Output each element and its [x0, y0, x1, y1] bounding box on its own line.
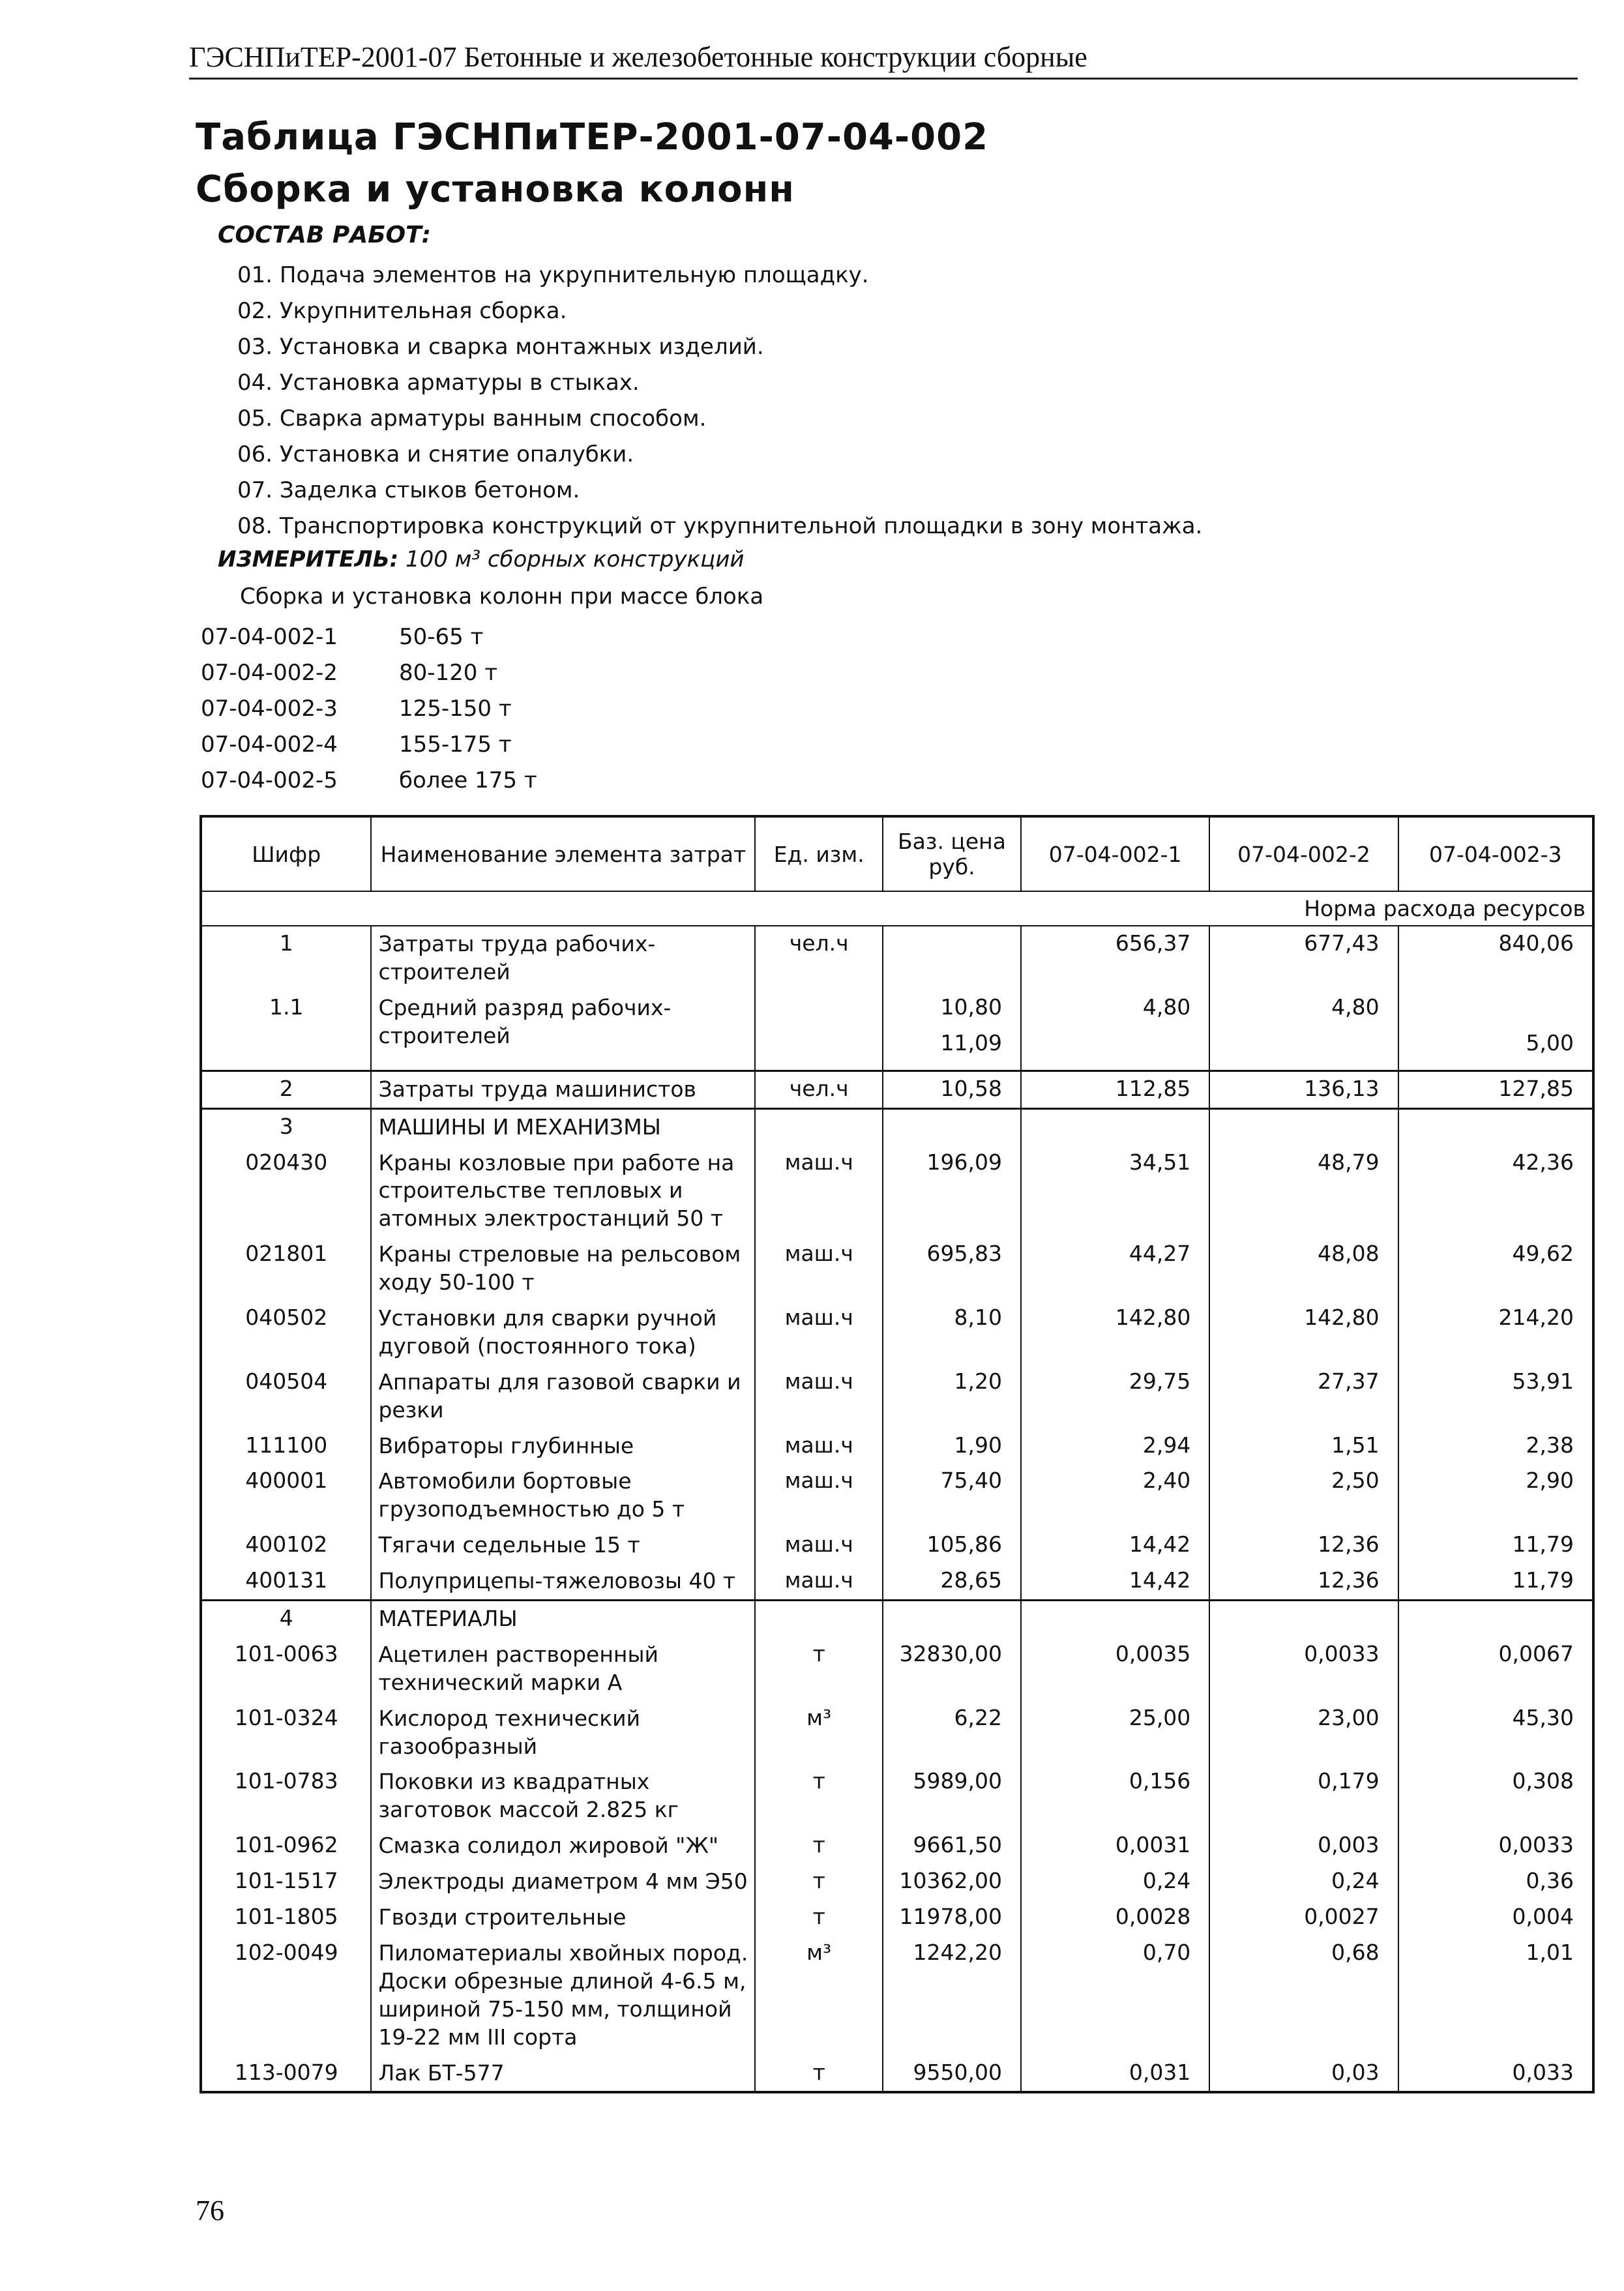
grade-price-2: 11,09	[940, 1029, 1002, 1056]
row-v1: 29,75	[1021, 1365, 1209, 1428]
row-price: 32830,00	[883, 1637, 1021, 1701]
row-v1: 0,24	[1021, 1864, 1209, 1900]
row-v1: 44,27	[1021, 1237, 1209, 1301]
table-row	[201, 1146, 1593, 1237]
row-unit	[755, 990, 883, 1071]
variant-mass: 125-150 т	[399, 696, 512, 722]
row-name: Краны стреловые на рельсовом ходу 50-100 т	[371, 1237, 755, 1301]
table-row	[201, 1464, 1593, 1528]
row-name: Поковки из квадратных заготовок массой 2.825 кг	[371, 1764, 755, 1828]
running-header: ГЭСНПиТЕР-2001-07 Бетонные и железобетонные конструкции сборные	[189, 40, 1578, 80]
grade-v2: 4,80	[1331, 994, 1380, 1020]
row-unit: т	[755, 1828, 883, 1864]
work-item: 03. Установка и сварка монтажных изделий.	[237, 334, 764, 360]
row-v2: 677,43	[1209, 926, 1398, 990]
works-list	[237, 258, 1202, 544]
row-v2: 0,179	[1209, 1764, 1398, 1828]
row-code: 400001	[201, 1464, 371, 1528]
row-v1: 656,37	[1021, 926, 1209, 990]
row-name: Краны козловые при работе на строительстве тепловых и атомных электростанций 50 т	[371, 1146, 755, 1237]
row-code: 101-0324	[201, 1701, 371, 1765]
table-row	[201, 990, 1593, 1071]
row-v3	[1398, 990, 1593, 1071]
row-unit: маш.ч	[755, 1428, 883, 1464]
work-item: 04. Установка арматуры в стыках.	[237, 370, 640, 396]
row-v1: 2,40	[1021, 1464, 1209, 1528]
row-unit: маш.ч	[755, 1365, 883, 1428]
row-code: 1	[201, 926, 371, 990]
row-name: Лак БТ-577	[371, 2056, 755, 2093]
row-v3: 0,308	[1398, 1764, 1593, 1828]
header-name: Наименование элемента затрат	[371, 816, 755, 891]
variant-code: 07-04-002-4	[201, 732, 338, 758]
meter-line	[218, 546, 745, 572]
variant-row	[201, 727, 788, 763]
row-price: 196,09	[883, 1146, 1021, 1237]
row-price: 1242,20	[883, 1936, 1021, 2056]
header-price-line2: руб.	[928, 854, 975, 879]
header-price	[883, 816, 1021, 891]
row-v1: 14,42	[1021, 1563, 1209, 1600]
row-v1: 0,156	[1021, 1764, 1209, 1828]
row-name: Аппараты для газовой сварки и резки	[371, 1365, 755, 1428]
variant-row	[201, 655, 788, 691]
row-unit: маш.ч	[755, 1146, 883, 1237]
row-code: 1.1	[201, 990, 371, 1071]
row-v2: 136,13	[1209, 1071, 1398, 1108]
table-subtitle: Сборка и установка колонн	[196, 168, 795, 211]
row-code: 101-0063	[201, 1637, 371, 1701]
row-price: 1,90	[883, 1428, 1021, 1464]
row-v2: 12,36	[1209, 1563, 1398, 1600]
row-v3: 0,36	[1398, 1864, 1593, 1900]
row-v1: 112,85	[1021, 1071, 1209, 1108]
header-col3: 07-04-002-3	[1398, 816, 1593, 891]
row-code: 101-1805	[201, 1900, 371, 1936]
row-v2: 0,03	[1209, 2056, 1398, 2093]
table-header-row	[201, 816, 1593, 891]
row-v2: 2,50	[1209, 1464, 1398, 1528]
row-name: Кислород технический газообразный	[371, 1701, 755, 1765]
norm-caption: Норма расхода ресурсов	[201, 891, 1593, 926]
row-v1: 34,51	[1021, 1146, 1209, 1237]
row-code: 101-0962	[201, 1828, 371, 1864]
row-name: Затраты труда рабочих-строителей	[371, 926, 755, 990]
row-v1: 0,0028	[1021, 1900, 1209, 1936]
row-unit: маш.ч	[755, 1563, 883, 1600]
row-price: 10362,00	[883, 1864, 1021, 1900]
row-v3: 11,79	[1398, 1563, 1593, 1600]
row-unit: м³	[755, 1936, 883, 2056]
row-v2: 0,0033	[1209, 1637, 1398, 1701]
section-name: МАШИНЫ И МЕХАНИЗМЫ	[371, 1108, 755, 1145]
row-name: Гвозди строительные	[371, 1900, 755, 1936]
row-name: Ацетилен растворенный технический марки А	[371, 1637, 755, 1701]
variant-code: 07-04-002-1	[201, 624, 338, 650]
row-unit: маш.ч	[755, 1464, 883, 1528]
table-row	[201, 1071, 1593, 1108]
row-v2: 23,00	[1209, 1701, 1398, 1765]
variants-caption: Сборка и установка колонн при массе блока	[240, 584, 764, 610]
row-name: Вибраторы глубинные	[371, 1428, 755, 1464]
row-price: 10,58	[883, 1071, 1021, 1108]
row-code: 102-0049	[201, 1936, 371, 2056]
row-name: Полуприцепы-тяжеловозы 40 т	[371, 1563, 755, 1600]
table-row	[201, 1528, 1593, 1563]
table-title: Таблица ГЭСНПиТЕР-2001-07-04-002	[196, 116, 989, 158]
table-row	[201, 1563, 1593, 1600]
row-code: 2	[201, 1071, 371, 1108]
row-code: 040502	[201, 1301, 371, 1365]
row-price: 695,83	[883, 1237, 1021, 1301]
row-price: 28,65	[883, 1563, 1021, 1600]
meter-value: 100 м³ сборных конструкций	[406, 546, 745, 572]
table-row	[201, 1864, 1593, 1900]
row-v3: 45,30	[1398, 1701, 1593, 1765]
header-unit: Ед. изм.	[755, 816, 883, 891]
row-price: 1,20	[883, 1365, 1021, 1428]
meter-label: ИЗМЕРИТЕЛЬ:	[218, 546, 399, 572]
row-unit: т	[755, 1764, 883, 1828]
row-v1	[1021, 990, 1209, 1071]
variants-list	[201, 619, 788, 799]
row-v2: 48,79	[1209, 1146, 1398, 1237]
row-v3: 840,06	[1398, 926, 1593, 990]
row-v3: 42,36	[1398, 1146, 1593, 1237]
variant-mass: более 175 т	[399, 767, 537, 793]
header-code: Шифр	[201, 816, 371, 891]
section-row-machines	[201, 1108, 1593, 1145]
row-v2: 1,51	[1209, 1428, 1398, 1464]
row-unit: чел.ч	[755, 1071, 883, 1108]
row-code: 101-0783	[201, 1764, 371, 1828]
table-row	[201, 1428, 1593, 1464]
grade-price-1: 10,80	[940, 994, 1002, 1020]
row-unit: т	[755, 1900, 883, 1936]
row-code: 400131	[201, 1563, 371, 1600]
row-v2: 48,08	[1209, 1237, 1398, 1301]
variant-mass: 50-65 т	[399, 624, 484, 650]
variant-row	[201, 619, 788, 655]
row-v3: 1,01	[1398, 1936, 1593, 2056]
variant-row	[201, 691, 788, 727]
row-v3: 11,79	[1398, 1528, 1593, 1563]
row-v2: 142,80	[1209, 1301, 1398, 1365]
row-v3: 0,004	[1398, 1900, 1593, 1936]
row-price	[883, 990, 1021, 1071]
variant-code: 07-04-002-2	[201, 660, 338, 686]
row-code: 400102	[201, 1528, 371, 1563]
row-v2: 0,24	[1209, 1864, 1398, 1900]
work-item: 01. Подача элементов на укрупнительную площадку.	[237, 262, 869, 288]
row-v3: 53,91	[1398, 1365, 1593, 1428]
row-v1: 0,0031	[1021, 1828, 1209, 1864]
table-row	[201, 1237, 1593, 1301]
row-v1: 25,00	[1021, 1701, 1209, 1765]
section-code: 3	[201, 1108, 371, 1145]
row-v2: 27,37	[1209, 1365, 1398, 1428]
row-v1: 142,80	[1021, 1301, 1209, 1365]
section-name: МАТЕРИАЛЫ	[371, 1601, 755, 1637]
row-code: 111100	[201, 1428, 371, 1464]
row-name: Установки для сварки ручной дуговой (постоянного тока)	[371, 1301, 755, 1365]
row-price: 8,10	[883, 1301, 1021, 1365]
table-row	[201, 1764, 1593, 1828]
row-unit: т	[755, 1864, 883, 1900]
row-v3: 127,85	[1398, 1071, 1593, 1108]
row-v1: 2,94	[1021, 1428, 1209, 1464]
row-unit: м³	[755, 1701, 883, 1765]
row-name: Автомобили бортовые грузоподъемностью до 5 т	[371, 1464, 755, 1528]
table-row	[201, 1701, 1593, 1765]
row-v1: 14,42	[1021, 1528, 1209, 1563]
row-name: Смазка солидол жировой "Ж"	[371, 1828, 755, 1864]
row-name: Затраты труда машинистов	[371, 1071, 755, 1108]
variant-mass: 155-175 т	[399, 732, 512, 758]
page-number: 76	[196, 2195, 224, 2226]
row-code: 101-1517	[201, 1864, 371, 1900]
row-v2: 0,0027	[1209, 1900, 1398, 1936]
grade-v3: 5,00	[1526, 1029, 1574, 1056]
resource-table	[199, 815, 1595, 2093]
row-v2: 12,36	[1209, 1528, 1398, 1563]
row-v2: 0,003	[1209, 1828, 1398, 1864]
row-name: Электроды диаметром 4 мм Э50	[371, 1864, 755, 1900]
row-unit: маш.ч	[755, 1237, 883, 1301]
norm-caption-row	[201, 891, 1593, 926]
row-price	[883, 926, 1021, 990]
table-row	[201, 1637, 1593, 1701]
row-code: 113-0079	[201, 2056, 371, 2093]
header-price-line1: Баз. цена	[898, 829, 1006, 854]
work-item: 05. Сварка арматуры ванным способом.	[237, 406, 707, 432]
table-row	[201, 926, 1593, 990]
row-price: 75,40	[883, 1464, 1021, 1528]
row-code: 020430	[201, 1146, 371, 1237]
row-code: 021801	[201, 1237, 371, 1301]
variant-mass: 80-120 т	[399, 660, 498, 686]
row-v3: 2,38	[1398, 1428, 1593, 1464]
row-price: 9661,50	[883, 1828, 1021, 1864]
row-v2	[1209, 990, 1398, 1071]
row-v1: 0,0035	[1021, 1637, 1209, 1701]
row-v3: 0,0067	[1398, 1637, 1593, 1701]
work-item: 07. Заделка стыков бетоном.	[237, 477, 580, 503]
work-item: 06. Установка и снятие опалубки.	[237, 441, 634, 467]
row-v3: 2,90	[1398, 1464, 1593, 1528]
grade-v1: 4,80	[1142, 994, 1191, 1020]
row-unit: маш.ч	[755, 1301, 883, 1365]
works-label: СОСТАВ РАБОТ:	[218, 222, 432, 248]
row-unit: т	[755, 1637, 883, 1701]
row-unit: т	[755, 2056, 883, 2093]
row-v3: 214,20	[1398, 1301, 1593, 1365]
section-row-materials	[201, 1601, 1593, 1637]
table-row	[201, 2056, 1593, 2093]
table-row	[201, 1936, 1593, 2056]
row-v2: 0,68	[1209, 1936, 1398, 2056]
row-price: 105,86	[883, 1528, 1021, 1563]
row-price: 9550,00	[883, 2056, 1021, 2093]
row-name: Пиломатериалы хвойных пород. Доски обрезные длиной 4-6.5 м, шириной 75-150 мм, толщиной 19-22 мм III сорта	[371, 1936, 755, 2056]
row-v3: 49,62	[1398, 1237, 1593, 1301]
row-v3: 0,033	[1398, 2056, 1593, 2093]
work-item: 08. Транспортировка конструкций от укрупнительной площадки в зону монтажа.	[237, 513, 1203, 539]
row-unit: чел.ч	[755, 926, 883, 990]
work-item: 02. Укрупнительная сборка.	[237, 298, 567, 324]
row-code: 040504	[201, 1365, 371, 1428]
row-name: Средний разряд рабочих-строителей	[371, 990, 755, 1071]
row-v1: 0,031	[1021, 2056, 1209, 2093]
row-v1: 0,70	[1021, 1936, 1209, 2056]
variant-code: 07-04-002-5	[201, 767, 338, 793]
row-price: 6,22	[883, 1701, 1021, 1765]
variant-row	[201, 763, 788, 799]
header-col1: 07-04-002-1	[1021, 816, 1209, 891]
section-code: 4	[201, 1601, 371, 1637]
row-price: 11978,00	[883, 1900, 1021, 1936]
row-price: 5989,00	[883, 1764, 1021, 1828]
table-row	[201, 1828, 1593, 1864]
row-v3: 0,0033	[1398, 1828, 1593, 1864]
variant-code: 07-04-002-3	[201, 696, 338, 722]
table-row	[201, 1301, 1593, 1365]
row-name: Тягачи седельные 15 т	[371, 1528, 755, 1563]
row-unit: маш.ч	[755, 1528, 883, 1563]
table-row	[201, 1365, 1593, 1428]
header-col2: 07-04-002-2	[1209, 816, 1398, 891]
table-row	[201, 1900, 1593, 1936]
